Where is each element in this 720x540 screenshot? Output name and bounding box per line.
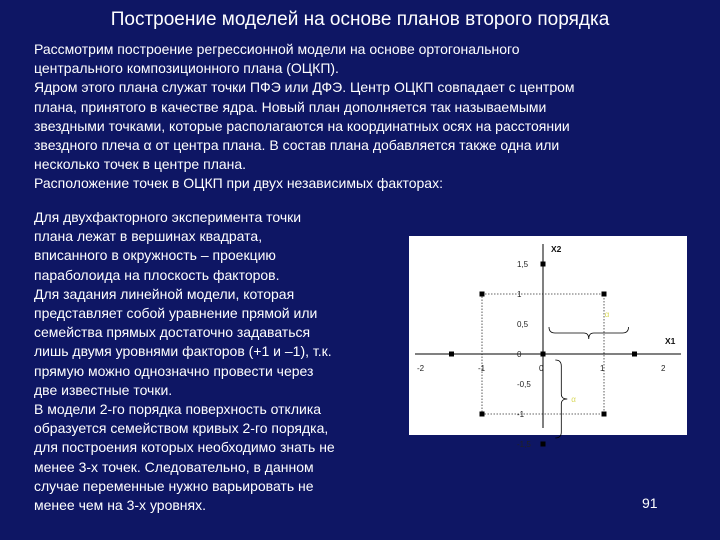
star-point	[541, 262, 546, 267]
body-line: менее 3-х точек. Следовательно, в данном	[34, 458, 314, 475]
intro-line: Рассмотрим построение регрессионной модели на основе ортогонального	[34, 41, 520, 57]
alpha-label: α	[571, 395, 576, 404]
page-number: 91	[642, 495, 658, 511]
y-tick-label: -1	[517, 410, 525, 419]
body-line: прямую можно однозначно провести через	[34, 362, 314, 379]
body-line: образуется семейством кривых 2-го порядка,	[34, 420, 329, 437]
intro-line: плана, принятого в качестве ядра. Новый план дополняется так называемыми	[34, 98, 547, 115]
core-point	[602, 412, 607, 417]
alpha-brace-vertical	[555, 360, 567, 438]
intro-line: несколько точек в центре плана.	[34, 156, 247, 173]
y-tick-label: 0	[517, 350, 522, 359]
intro-line: звездными точками, которые располагаются на координатных осях на расстоянии	[34, 117, 570, 134]
center-point	[541, 352, 546, 357]
intro-line: звездного плеча α от центра плана. В состав плана добавляется также одна или	[34, 137, 560, 154]
intro-paragraph	[34, 40, 694, 194]
body-line: две известные точки.	[34, 381, 173, 398]
body-line: лишь двумя уровнями факторов (+1 и –1), т.к.	[34, 343, 332, 360]
star-point	[449, 352, 454, 357]
body-line: представляет собой уравнение прямой или	[34, 305, 318, 322]
alpha-label: α	[604, 310, 610, 319]
x-tick-label: -2	[417, 364, 425, 373]
intro-line: Ядром этого плана служат точки ПФЭ или ДФЭ. Центр ОЦКП совпадает с центром	[34, 79, 575, 96]
body-line: В модели 2-го порядка поверхность отклика	[34, 401, 322, 418]
x-tick-label: 1	[600, 364, 605, 373]
x-tick-label: 0	[539, 364, 544, 373]
x1-axis-label: X1	[665, 336, 676, 346]
body-line: для построения которых необходимо знать не	[34, 439, 335, 456]
body-line: Для задания линейной модели, которая	[34, 285, 295, 302]
body-line: менее чем на 3-х уровнях.	[34, 497, 206, 514]
body-line: плана лежат в вершинах квадрата,	[34, 228, 263, 245]
y-tick-label: 1	[517, 290, 522, 299]
core-point	[602, 292, 607, 297]
intro-line: Расположение точек в ОЦКП при двух независимых факторах:	[34, 175, 443, 192]
core-point	[480, 412, 485, 417]
y-tick-label: -0,5	[517, 380, 531, 389]
design-points-diagram	[409, 236, 687, 449]
x2-axis-label: X2	[551, 244, 562, 254]
slide-title: Построение моделей на основе планов второго порядка	[110, 9, 610, 30]
star-point	[541, 442, 546, 447]
body-line: вписанного в окружность – проекцию	[34, 247, 276, 264]
body-line: случае переменные нужно варьировать не	[34, 477, 314, 494]
y-tick-label: 0,5	[517, 320, 529, 329]
star-point	[632, 352, 637, 357]
intro-line: центрального композиционного плана (ОЦКП).	[34, 60, 339, 77]
x-tick-label: -1	[478, 364, 486, 373]
core-point	[480, 292, 485, 297]
y-tick-label: -1,5	[517, 440, 531, 449]
x-tick-label: 2	[661, 364, 666, 373]
alpha-brace-horizontal	[549, 327, 629, 339]
body-line: параболоида на плоскость факторов.	[34, 266, 280, 283]
body-line: семейства прямых достаточно задаваться	[34, 324, 311, 341]
body-line: Для двухфакторного эксперимента точки	[34, 209, 302, 225]
explanation-text	[34, 208, 408, 515]
ccd-plot	[409, 236, 687, 449]
y-tick-label: 1,5	[517, 260, 529, 269]
